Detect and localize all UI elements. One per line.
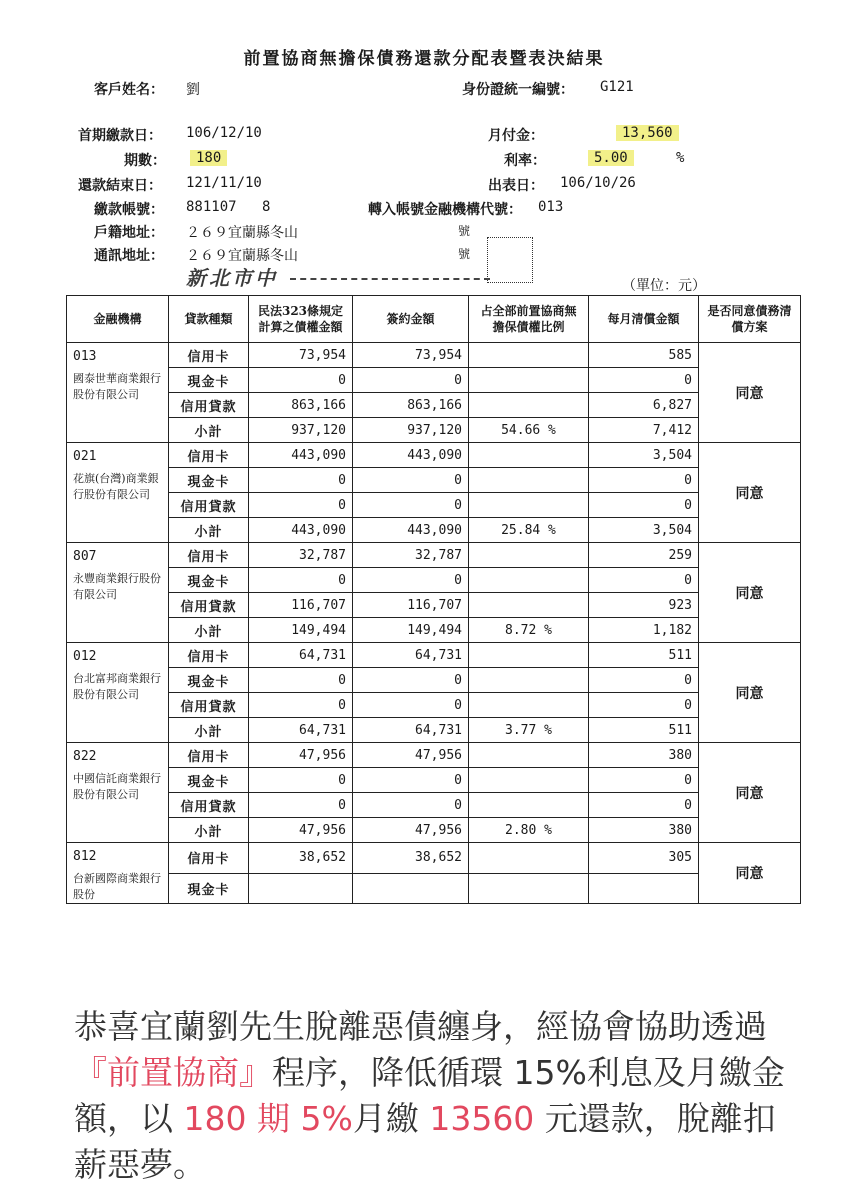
monthly-amount-cell: 3,504 <box>589 518 699 543</box>
table-row <box>67 843 801 874</box>
table-row <box>67 518 801 543</box>
agree-cell: 同意 <box>699 643 801 743</box>
table-row <box>67 568 801 593</box>
loan-type-cell: 信用卡 <box>169 543 249 568</box>
ratio-cell <box>469 843 589 874</box>
ratio-cell <box>469 368 589 393</box>
bank-code: 012 <box>73 649 97 664</box>
loan-type-cell: 小計 <box>169 818 249 843</box>
monthly-amount-cell: 0 <box>589 468 699 493</box>
bank-code: 021 <box>73 449 97 464</box>
claim-amount-cell: 443,090 <box>249 443 353 468</box>
ratio-cell: 25.84 % <box>469 518 589 543</box>
monthly-amount-cell: 923 <box>589 593 699 618</box>
claim-amount-cell: 116,707 <box>249 593 353 618</box>
monthly-amount-cell: 1,182 <box>589 618 699 643</box>
loan-type-cell: 現金卡 <box>169 873 249 904</box>
agree-cell: 同意 <box>699 743 801 843</box>
bank-cell <box>67 743 169 843</box>
monthly-amount-cell: 511 <box>589 718 699 743</box>
loan-type-cell: 信用貸款 <box>169 393 249 418</box>
bank-cell <box>67 543 169 643</box>
end-date-label: 還款結束日： <box>78 178 162 194</box>
loan-type-cell: 現金卡 <box>169 368 249 393</box>
col-ratio: 占全部前置協商無擔保債權比例 <box>469 296 589 343</box>
ratio-cell: 3.77 % <box>469 718 589 743</box>
monthly-amount-cell: 0 <box>589 493 699 518</box>
claim-amount-cell <box>249 873 353 904</box>
table-row <box>67 693 801 718</box>
ratio-cell <box>469 568 589 593</box>
bank-code-label: 轉入帳號金融機構代號： <box>368 202 522 218</box>
claim-amount-cell: 0 <box>249 793 353 818</box>
redaction-box <box>487 237 533 283</box>
bank-name: 台新國際商業銀行股份 <box>73 872 161 901</box>
claim-amount-cell: 0 <box>249 668 353 693</box>
claim-amount-cell: 38,652 <box>249 843 353 874</box>
signed-amount-cell: 149,494 <box>353 618 469 643</box>
ratio-cell <box>469 873 589 904</box>
col-loan-type: 貸款種類 <box>169 296 249 343</box>
signed-amount-cell: 0 <box>353 568 469 593</box>
id-number-value: G121 <box>600 79 634 95</box>
ratio-cell <box>469 593 589 618</box>
loan-type-cell: 小計 <box>169 418 249 443</box>
account-label: 繳款帳號： <box>94 202 164 218</box>
signed-amount-cell: 0 <box>353 493 469 518</box>
signed-amount-cell: 47,956 <box>353 743 469 768</box>
bank-cell <box>67 643 169 743</box>
monthly-amount-cell: 6,827 <box>589 393 699 418</box>
loan-type-cell: 信用卡 <box>169 843 249 874</box>
issue-date-value: 106/10/26 <box>560 175 636 191</box>
claim-amount-cell: 0 <box>249 693 353 718</box>
claim-amount-cell: 0 <box>249 468 353 493</box>
ratio-cell <box>469 443 589 468</box>
signed-amount-cell: 0 <box>353 793 469 818</box>
col-monthly: 每月清償金額 <box>589 296 699 343</box>
table-row <box>67 368 801 393</box>
table-row <box>67 873 801 904</box>
registered-address-tail: 號 <box>458 224 471 238</box>
monthly-amount-cell: 0 <box>589 793 699 818</box>
ratio-cell <box>469 743 589 768</box>
signed-amount-cell: 32,787 <box>353 543 469 568</box>
col-signed-amount: 簽約金額 <box>353 296 469 343</box>
signed-amount-cell: 443,090 <box>353 443 469 468</box>
signed-amount-cell: 0 <box>353 668 469 693</box>
signed-amount-cell: 38,652 <box>353 843 469 874</box>
bank-name: 永豐商業銀行股份有限公司 <box>73 572 161 601</box>
periods-label: 期數： <box>124 153 166 169</box>
table-row <box>67 393 801 418</box>
loan-type-cell: 信用卡 <box>169 743 249 768</box>
bank-name: 花旗(台灣)商業銀行股份有限公司 <box>73 472 159 501</box>
table-row <box>67 593 801 618</box>
first-payment-label: 首期繳款日： <box>78 128 162 144</box>
col-agree: 是否同意債務清償方案 <box>699 296 801 343</box>
handwritten-address: 新北市中 <box>186 266 278 290</box>
loan-type-cell: 信用卡 <box>169 643 249 668</box>
agree-cell: 同意 <box>699 343 801 443</box>
allocation-table <box>66 295 801 904</box>
rate-highlight: 5.00 <box>588 150 634 166</box>
loan-type-cell: 信用卡 <box>169 343 249 368</box>
monthly-amount-cell: 511 <box>589 643 699 668</box>
loan-type-cell: 信用貸款 <box>169 793 249 818</box>
agree-cell: 同意 <box>699 843 801 904</box>
claim-amount-cell: 443,090 <box>249 518 353 543</box>
caption-part-1: 恭喜宜蘭劉先生脫離惡債纏身，經協會協助透過 <box>74 1007 767 1046</box>
bank-code-value: 013 <box>538 199 564 215</box>
mailing-address-label: 通訊地址： <box>94 248 164 264</box>
unit-note: （單位：元） <box>622 278 706 294</box>
claim-amount-cell: 0 <box>249 568 353 593</box>
table-row <box>67 443 801 468</box>
bank-code: 812 <box>73 849 97 864</box>
col-institution: 金融機構 <box>67 296 169 343</box>
claim-amount-cell: 149,494 <box>249 618 353 643</box>
table-row <box>67 468 801 493</box>
account-value: 881107 <box>186 199 237 215</box>
interest-rate-label: 利率： <box>504 153 546 169</box>
claim-amount-cell: 64,731 <box>249 718 353 743</box>
table-row <box>67 793 801 818</box>
bank-cell <box>67 343 169 443</box>
monthly-amount-cell: 0 <box>589 368 699 393</box>
ratio-cell <box>469 668 589 693</box>
signed-amount-cell: 116,707 <box>353 593 469 618</box>
signed-amount-cell: 0 <box>353 768 469 793</box>
loan-type-cell: 現金卡 <box>169 668 249 693</box>
table-row <box>67 768 801 793</box>
loan-type-cell: 信用貸款 <box>169 493 249 518</box>
agree-cell: 同意 <box>699 543 801 643</box>
monthly-amount-cell: 3,504 <box>589 443 699 468</box>
interest-rate-unit: % <box>676 150 685 166</box>
bank-cell <box>67 843 169 904</box>
monthly-amount-cell: 0 <box>589 668 699 693</box>
claim-amount-cell: 863,166 <box>249 393 353 418</box>
table-row <box>67 493 801 518</box>
caption-highlight-procedure: 『前置協商』 <box>74 1053 272 1092</box>
monthly-payment-label: 月付金： <box>488 128 544 144</box>
claim-amount-cell: 64,731 <box>249 643 353 668</box>
signed-amount-cell: 47,956 <box>353 818 469 843</box>
ratio-cell <box>469 468 589 493</box>
first-payment-value: 106/12/10 <box>186 125 262 141</box>
table-row <box>67 643 801 668</box>
signed-amount-cell: 443,090 <box>353 518 469 543</box>
ratio-cell <box>469 643 589 668</box>
caption-highlight-amount: 13560 <box>429 1099 535 1138</box>
signed-amount-cell: 0 <box>353 693 469 718</box>
ratio-cell <box>469 768 589 793</box>
end-date-value: 121/11/10 <box>186 175 262 191</box>
ratio-cell <box>469 543 589 568</box>
mailing-address-tail: 號 <box>458 247 471 261</box>
loan-type-cell: 信用貸款 <box>169 593 249 618</box>
table-row <box>67 818 801 843</box>
table-row <box>67 543 801 568</box>
periods-value <box>190 150 227 166</box>
claim-amount-cell: 0 <box>249 368 353 393</box>
account-suffix: 8 <box>262 199 271 215</box>
bank-name: 國泰世華商業銀行股份有限公司 <box>73 372 161 401</box>
claim-amount-cell: 937,120 <box>249 418 353 443</box>
ratio-cell <box>469 493 589 518</box>
bank-code: 822 <box>73 749 97 764</box>
bank-cell <box>67 443 169 543</box>
signed-amount-cell: 937,120 <box>353 418 469 443</box>
table-header-row <box>67 296 801 343</box>
ratio-cell <box>469 343 589 368</box>
monthly-amount-cell: 585 <box>589 343 699 368</box>
agree-cell: 同意 <box>699 443 801 543</box>
registered-address-label: 戶籍地址： <box>94 225 164 241</box>
signed-amount-cell: 0 <box>353 368 469 393</box>
signed-amount-cell: 0 <box>353 468 469 493</box>
monthly-amount-cell: 380 <box>589 743 699 768</box>
monthly-amount-cell: 7,412 <box>589 418 699 443</box>
ratio-cell: 54.66 % <box>469 418 589 443</box>
monthly-amount-cell: 259 <box>589 543 699 568</box>
claim-amount-cell: 0 <box>249 493 353 518</box>
monthly-highlight: 13,560 <box>616 125 679 141</box>
signed-amount-cell: 64,731 <box>353 718 469 743</box>
table-row <box>67 343 801 368</box>
monthly-payment-value <box>616 125 679 141</box>
signed-amount-cell: 64,731 <box>353 643 469 668</box>
monthly-amount-cell: 0 <box>589 568 699 593</box>
loan-type-cell: 現金卡 <box>169 568 249 593</box>
bank-code: 807 <box>73 549 97 564</box>
loan-type-cell: 小計 <box>169 518 249 543</box>
table-row <box>67 743 801 768</box>
bank-code: 013 <box>73 349 97 364</box>
ratio-cell: 8.72 % <box>469 618 589 643</box>
caption-highlight-terms: 180 期 5% <box>183 1099 353 1138</box>
caption-text <box>74 1004 794 1188</box>
loan-type-cell: 小計 <box>169 718 249 743</box>
claim-amount-cell: 32,787 <box>249 543 353 568</box>
col-claim-amount: 民法323條規定計算之債權金額 <box>249 296 353 343</box>
loan-type-cell: 現金卡 <box>169 768 249 793</box>
registered-address-value: ２６９宜蘭縣冬山 <box>186 225 298 241</box>
interest-rate-value <box>588 150 634 166</box>
caption-part-3: 程序，降低循環 15%利息及月繳金額，以 <box>74 1053 785 1138</box>
ratio-cell <box>469 793 589 818</box>
table-row <box>67 418 801 443</box>
signed-amount-cell <box>353 873 469 904</box>
mailing-address-value: ２６９宜蘭縣冬山 <box>186 248 298 264</box>
claim-amount-cell: 47,956 <box>249 743 353 768</box>
handwritten-scribble <box>290 272 490 280</box>
table-row <box>67 718 801 743</box>
claim-amount-cell: 47,956 <box>249 818 353 843</box>
bank-name: 台北富邦商業銀行股份有限公司 <box>73 672 161 701</box>
ratio-cell <box>469 393 589 418</box>
caption-part-7: 元還款，脫離扣薪惡夢。 <box>74 1099 776 1184</box>
bank-name: 中國信託商業銀行股份有限公司 <box>73 772 161 801</box>
issue-date-label: 出表日： <box>488 178 544 194</box>
customer-name-value: 劉 <box>186 82 200 98</box>
loan-type-cell: 現金卡 <box>169 468 249 493</box>
monthly-amount-cell: 0 <box>589 693 699 718</box>
signed-amount-cell: 863,166 <box>353 393 469 418</box>
claim-amount-cell: 73,954 <box>249 343 353 368</box>
id-number-label: 身份證統一編號： <box>462 82 574 98</box>
monthly-amount-cell: 305 <box>589 843 699 874</box>
ratio-cell <box>469 693 589 718</box>
monthly-amount-cell: 380 <box>589 818 699 843</box>
periods-highlight: 180 <box>190 150 227 166</box>
loan-type-cell: 信用貸款 <box>169 693 249 718</box>
table-row <box>67 618 801 643</box>
monthly-amount-cell <box>589 873 699 904</box>
caption-part-5: 月繳 <box>352 1099 430 1138</box>
document-title: 前置協商無擔保債務還款分配表暨表決結果 <box>243 49 605 69</box>
loan-type-cell: 信用卡 <box>169 443 249 468</box>
monthly-amount-cell: 0 <box>589 768 699 793</box>
table-row <box>67 668 801 693</box>
signed-amount-cell: 73,954 <box>353 343 469 368</box>
customer-name-label: 客戶姓名： <box>94 82 164 98</box>
loan-type-cell: 小計 <box>169 618 249 643</box>
ratio-cell: 2.80 % <box>469 818 589 843</box>
claim-amount-cell: 0 <box>249 768 353 793</box>
